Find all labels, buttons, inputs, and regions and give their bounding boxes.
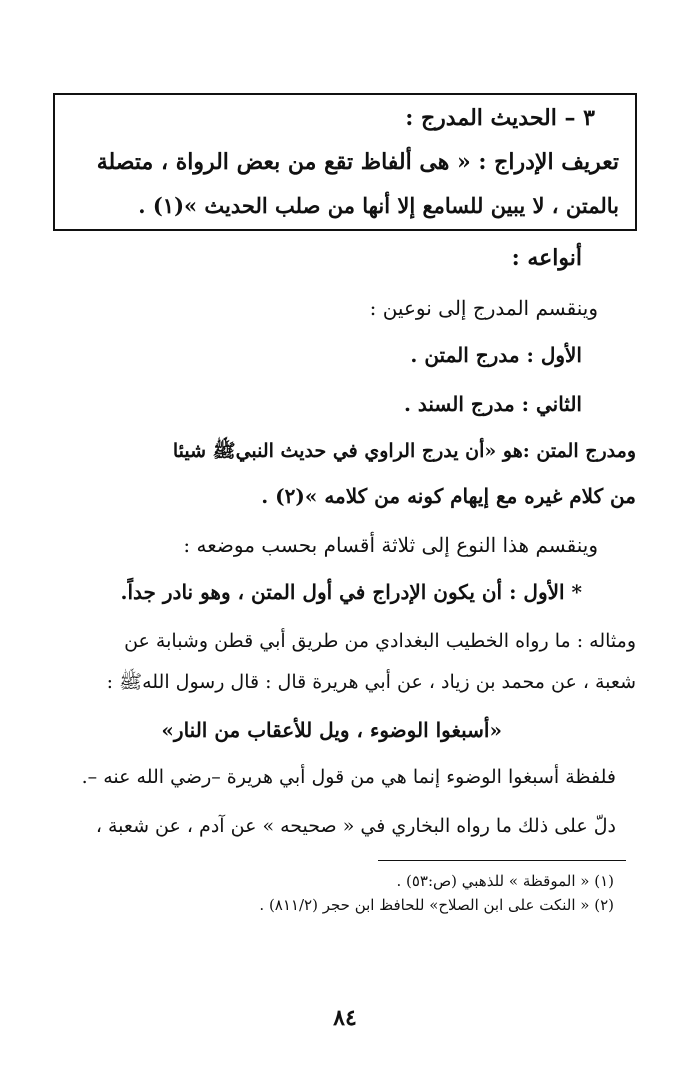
paragraph-line-12: دلّ على ذلك ما رواه البخاري في « صحيحه » عن آدم ، عن شعبة ، xyxy=(95,815,616,837)
definition-line-1: تعريف الإدراج : « هى ألفاظ تقع من بعض الرواة ، متصلة xyxy=(96,149,619,175)
paragraph-line-7: * الأول : أن يكون الإدراج في أول المتن ، وهو نادر جداً. xyxy=(120,580,582,604)
paragraph-line-4: ومدرج المتن :هو «أن يدرج الراوي في حديث النبيﷺ شيئا xyxy=(172,440,636,462)
footnote-1: (١) « الموقظة » للذهبي (ص:٥٣) . xyxy=(396,872,614,890)
footnote-divider xyxy=(378,860,626,861)
definition-line-2: بالمتن ، لا يبين للسامع إلا أنها من صلب الحديث »(١) . xyxy=(138,193,619,218)
paragraph-line-3: الثاني : مدرج السند . xyxy=(403,392,582,416)
paragraph-line-2: الأول : مدرج المتن . xyxy=(410,343,582,367)
paragraph-line-6: وينقسم هذا النوع إلى ثلاثة أقسام بحسب موضعه : xyxy=(183,533,598,557)
paragraph-line-1: وينقسم المدرج إلى نوعين : xyxy=(369,296,598,320)
paragraph-line-9: شعبة ، عن محمد بن زياد ، عن أبي هريرة قال : قال رسول اللهﷺ : xyxy=(106,671,636,693)
section-heading: ٣ – الحديث المدرج : xyxy=(405,105,595,131)
paragraph-line-10: «أسبغوا الوضوء ، ويل للأعقاب من النار» xyxy=(161,718,502,742)
types-heading: أنواعه : xyxy=(511,245,582,271)
footnote-2: (٢) « النكت على ابن الصلاح» للحافظ ابن حجر (٨١١/٢) . xyxy=(259,896,614,914)
paragraph-line-11: فلفظة أسبغوا الوضوء إنما هي من قول أبي هريرة –رضي الله عنه –. xyxy=(81,766,616,788)
paragraph-line-8: ومثاله : ما رواه الخطيب البغدادي من طريق أبي قطن وشبابة عن xyxy=(124,630,636,652)
paragraph-line-5: من كلام غيره مع إيهام كونه من كلامه »(٢) . xyxy=(261,484,636,508)
definition-box xyxy=(53,93,637,231)
page-number: ٨٤ xyxy=(333,1005,357,1031)
